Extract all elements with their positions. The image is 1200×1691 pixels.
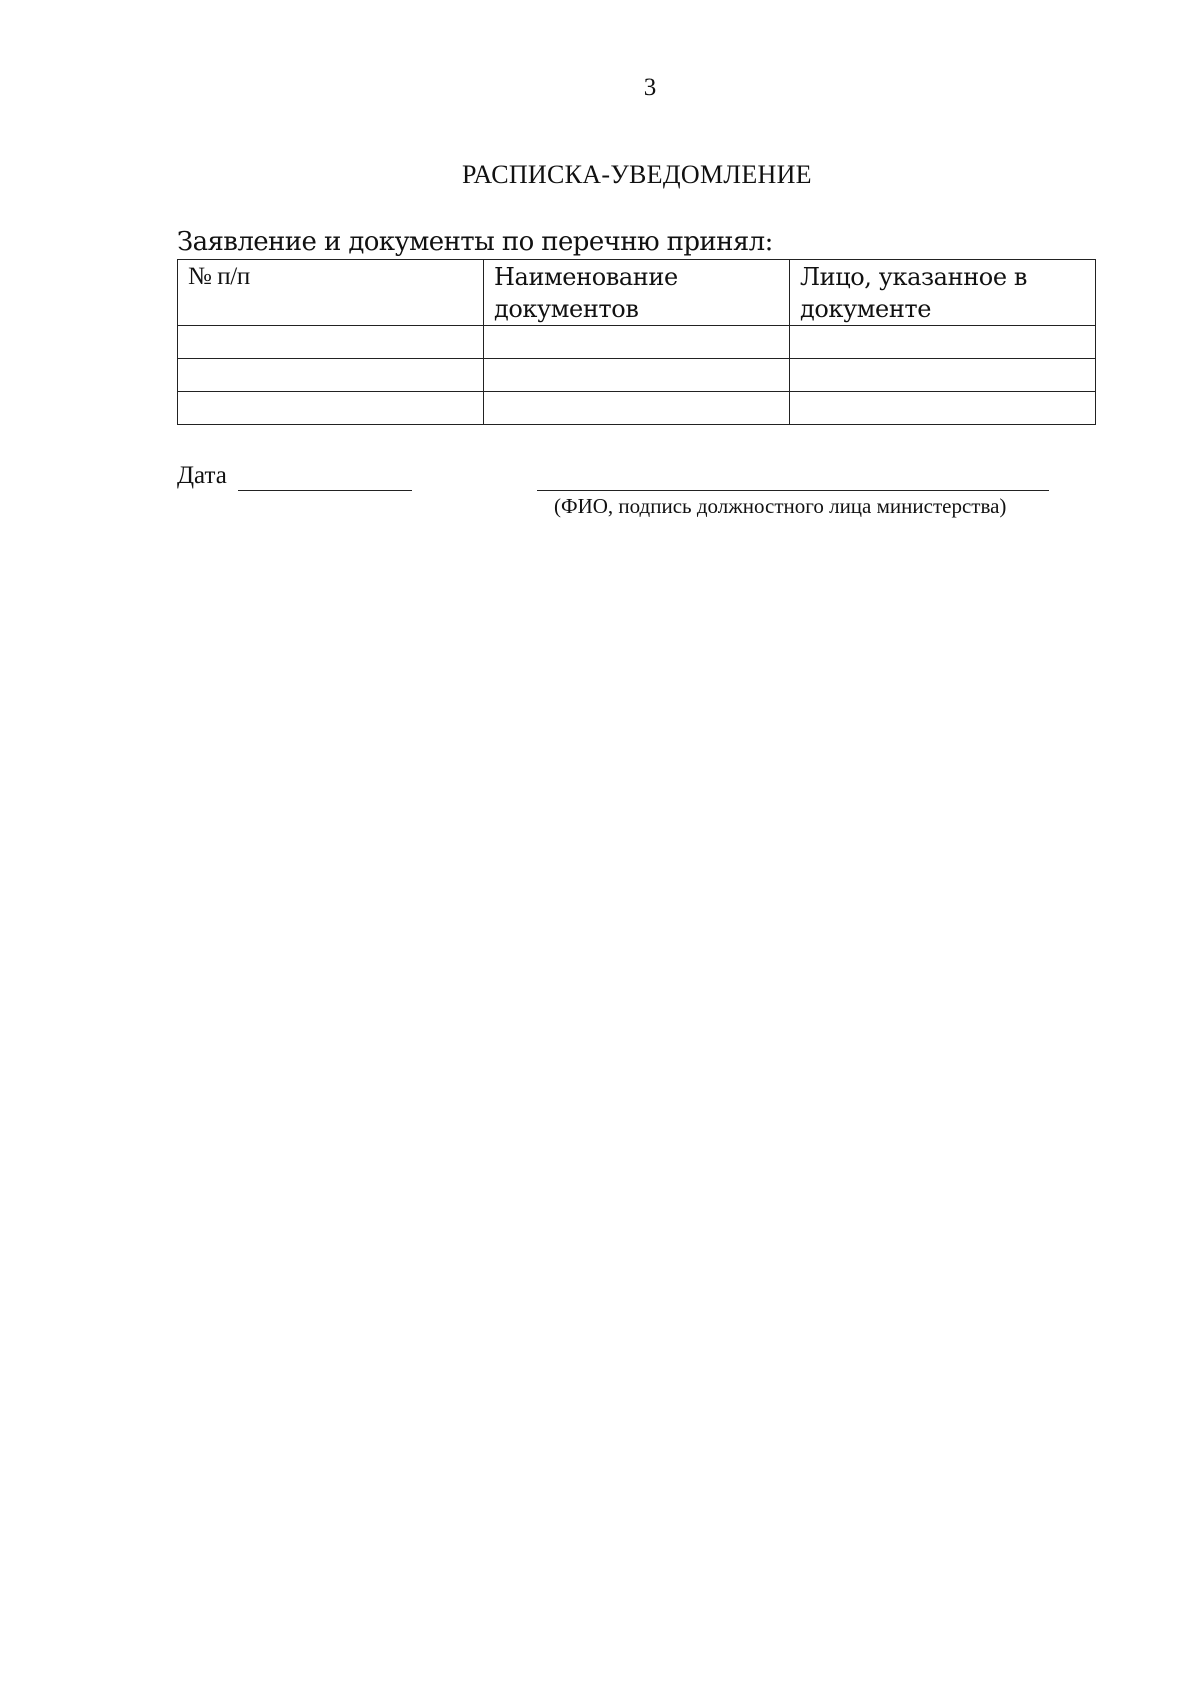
table-cell — [178, 392, 484, 425]
table-row — [178, 359, 1096, 392]
header-document-name: Наименование документов — [484, 260, 790, 326]
documents-table — [177, 259, 1096, 425]
table-cell — [790, 359, 1096, 392]
document-title: РАСПИСКА-УВЕДОМЛЕНИЕ — [462, 160, 812, 189]
table-cell — [484, 326, 790, 359]
table-row — [178, 326, 1096, 359]
page-number: 3 — [643, 74, 657, 101]
table-cell — [484, 359, 790, 392]
intro-text: Заявление и документы по перечню принял: — [177, 227, 773, 257]
table-header-row — [178, 260, 1096, 326]
table-cell — [484, 392, 790, 425]
table-cell — [790, 392, 1096, 425]
table-cell — [178, 326, 484, 359]
date-label: Дата — [177, 462, 227, 489]
signature-caption: (ФИО, подпись должностного лица министерства) — [554, 494, 1007, 518]
table-row — [178, 392, 1096, 425]
table-cell — [178, 359, 484, 392]
header-person: Лицо, указанное в документе — [790, 260, 1096, 326]
date-blank-line — [238, 490, 412, 491]
signature-blank-line — [537, 490, 1049, 491]
header-number: № п/п — [178, 260, 484, 326]
table-cell — [790, 326, 1096, 359]
